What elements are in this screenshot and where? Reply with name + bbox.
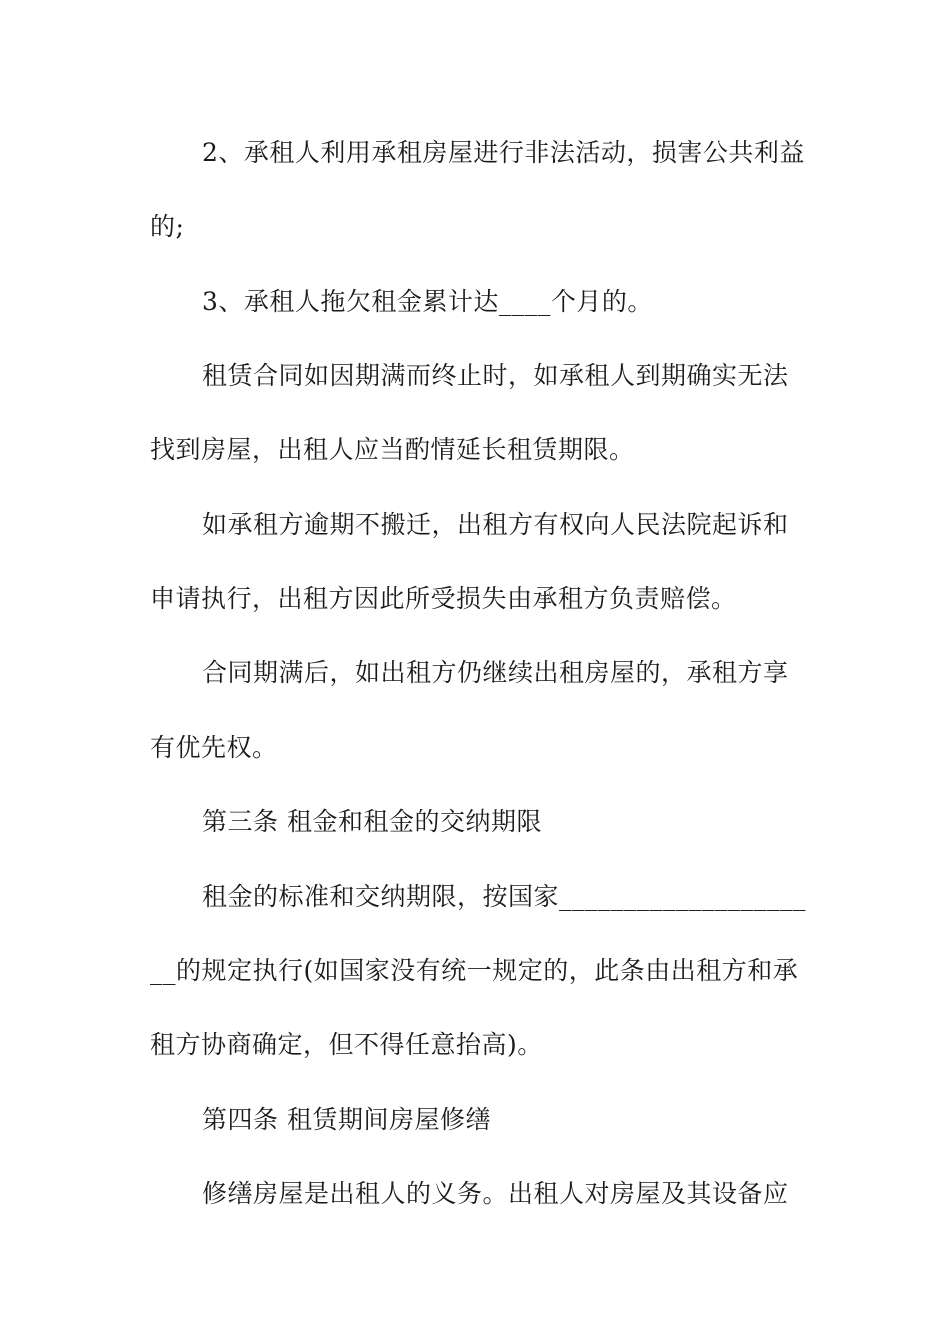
text-line: 找到房屋，出租人应当酌情延长租赁期限。 (150, 435, 635, 464)
text-line: 申请执行，出租方因此所受损失由承租方负责赔偿。 (150, 584, 737, 613)
text-line: 修缮房屋是出租人的义务。出租人对房屋及其设备应 (202, 1179, 789, 1208)
section-heading: 第四条 租赁期间房屋修缮 (202, 1105, 491, 1134)
text-line: __的规定执行(如国家没有统一规定的，此条由出租方和承 (150, 956, 799, 985)
text-line: 合同期满后，如出租方仍继续出租房屋的，承租方享 (202, 658, 789, 687)
text-line: 租金的标准和交纳期限，按国家___________________ (202, 882, 807, 911)
text-line: 3、承租人拖欠租金累计达____个月的。 (202, 287, 653, 316)
text-line: 2、承租人利用承租房屋进行非法活动，损害公共利益 (202, 138, 805, 167)
text-line: 有优先权。 (150, 733, 278, 762)
text-line: 租方协商确定，但不得任意抬高)。 (150, 1030, 543, 1059)
text-line: 租赁合同如因期满而终止时，如承租人到期确实无法 (202, 361, 789, 390)
section-heading: 第三条 租金和租金的交纳期限 (202, 807, 542, 836)
text-line: 的; (150, 212, 185, 241)
text-line: 如承租方逾期不搬迁，出租方有权向人民法院起诉和 (202, 510, 789, 539)
